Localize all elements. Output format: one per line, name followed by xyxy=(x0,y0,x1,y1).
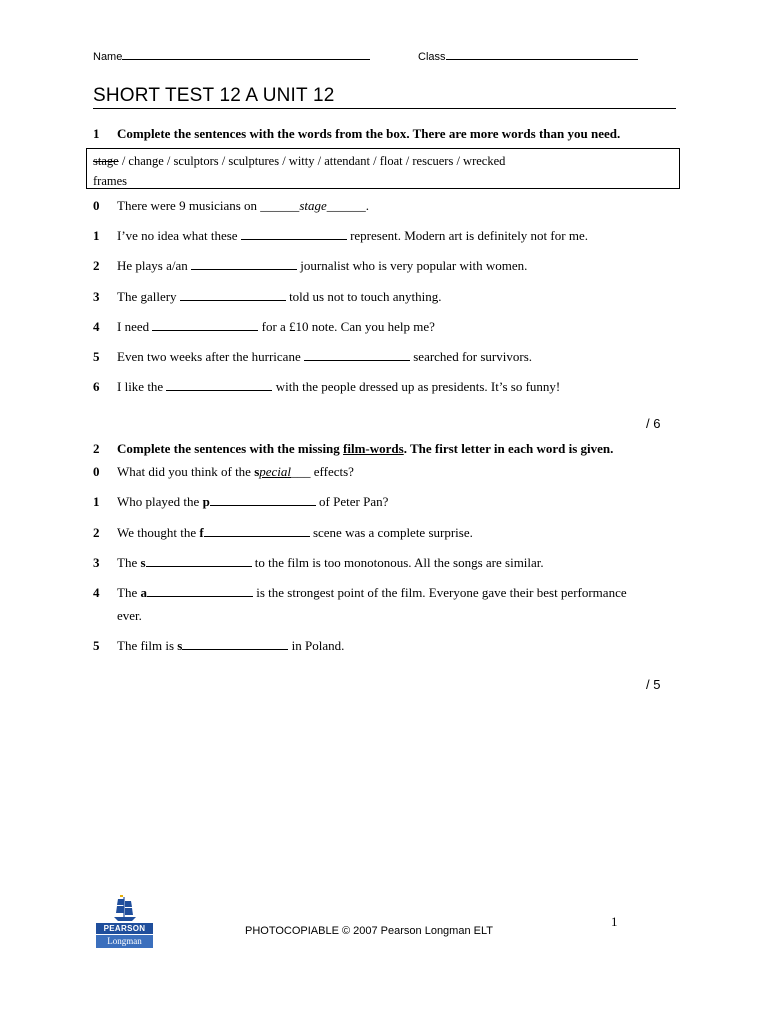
item-number: 6 xyxy=(93,379,100,394)
class-line xyxy=(446,50,638,60)
item-text-after: is the strongest point of the film. Everyone gave their best performance xyxy=(252,585,627,600)
pearson-longman-logo xyxy=(96,893,153,955)
answer-blank[interactable] xyxy=(152,319,258,331)
answer-blank[interactable] xyxy=(210,494,316,506)
item-text-after: effects? xyxy=(310,464,354,479)
name-field xyxy=(93,50,370,63)
page-number: 1 xyxy=(611,914,618,929)
class-label: Class xyxy=(418,51,446,63)
section1-score: / 6 xyxy=(646,416,661,431)
item-first-letter: f xyxy=(199,525,204,540)
item-text-after: journalist who is very popular with women. xyxy=(297,258,528,273)
word-box-words-line2: frames xyxy=(93,174,128,188)
item-text-after: for a £10 note. Can you help me? xyxy=(258,319,435,334)
item-text-before: I need xyxy=(117,319,153,334)
item-number: 0 xyxy=(93,198,100,213)
item-text-before: There were 9 musicians on ______ xyxy=(117,198,300,213)
item-number: 4 xyxy=(93,319,100,334)
logo-pearson-text: PEARSON xyxy=(96,923,153,934)
item-text-before: We thought the xyxy=(117,525,200,540)
item-number: 5 xyxy=(93,349,100,364)
word-box xyxy=(86,148,680,189)
word-box-words: / change / sculptors / sculptures / witty / attendant / float / rescuers / wrecked xyxy=(118,154,506,168)
item-text-before: The xyxy=(117,555,141,570)
answer-blank[interactable] xyxy=(304,349,410,361)
item-text-after: represent. Modern art is definitely not for me. xyxy=(346,228,588,243)
item-text-after: searched for survivors. xyxy=(409,349,532,364)
answer-blank[interactable] xyxy=(180,289,286,301)
item-number: 1 xyxy=(93,228,100,243)
answer-blank[interactable] xyxy=(147,585,253,597)
ship-icon xyxy=(96,893,153,923)
item-text-after: scene was a complete surprise. xyxy=(309,525,473,540)
item-number: 3 xyxy=(93,289,100,304)
item-first-letter: s xyxy=(140,555,146,570)
item-answer-tail: ___ xyxy=(291,464,311,479)
logo-longman-text: Longman xyxy=(96,935,153,948)
section2-instruction-term: film-words xyxy=(343,441,404,456)
section2-item-4-continuation: ever. xyxy=(117,608,142,623)
item-text-before: I’ve no idea what these xyxy=(117,228,241,243)
item-text-before: The film is xyxy=(117,638,178,653)
item-number: 2 xyxy=(93,525,100,540)
item-text-before: Even two weeks after the hurricane xyxy=(117,349,304,364)
item-number: 1 xyxy=(93,494,100,509)
item-first-letter: p xyxy=(202,494,210,509)
item-number: 4 xyxy=(93,585,100,600)
item-text-before: He plays a/an xyxy=(117,258,192,273)
item-text-after: told us not to touch anything. xyxy=(285,289,442,304)
answer-blank[interactable] xyxy=(146,555,252,567)
item-text-before: What did you think of the xyxy=(117,464,255,479)
section1-instruction-text: Complete the sentences with the words from the box. There are more words than you need. xyxy=(117,126,621,141)
page-title: SHORT TEST 12 A UNIT 12 xyxy=(93,85,335,106)
item-text-after: of Peter Pan? xyxy=(315,494,389,509)
answer-blank[interactable] xyxy=(241,228,347,240)
title-rule xyxy=(93,108,676,109)
answer-blank[interactable] xyxy=(182,638,288,650)
item-first-letter: s xyxy=(177,638,183,653)
answer-blank[interactable] xyxy=(204,525,310,537)
item-text-before: The gallery xyxy=(117,289,180,304)
item-text-before: Who played the xyxy=(117,494,203,509)
item-text-after: to the film is too monotonous. All the songs are similar. xyxy=(251,555,544,570)
section2-instruction-after: . The first letter in each word is given. xyxy=(403,441,614,456)
section2-score: / 5 xyxy=(646,677,661,692)
item-answer: pecial xyxy=(259,464,292,479)
item-text-before: The xyxy=(117,585,141,600)
answer-blank[interactable] xyxy=(191,258,297,270)
name-line xyxy=(122,50,370,60)
item-text-before: I like the xyxy=(117,379,167,394)
item-text-after: ______. xyxy=(326,198,370,213)
class-field xyxy=(418,50,638,63)
item-text-after: with the people dressed up as presidents. It’s so funny! xyxy=(272,379,561,394)
item-first-letter: s xyxy=(254,464,260,479)
item-number: 0 xyxy=(93,464,100,479)
item-first-letter: a xyxy=(140,585,147,600)
section2-number: 2 xyxy=(93,441,100,456)
item-number: 3 xyxy=(93,555,100,570)
item-number: 5 xyxy=(93,638,100,653)
footer-copyright: PHOTOCOPIABLE © 2007 Pearson Longman ELT xyxy=(245,925,493,937)
name-label: Name xyxy=(93,51,123,63)
word-box-struck-word: stage xyxy=(93,154,119,168)
section1-number: 1 xyxy=(93,126,100,141)
answer-blank[interactable] xyxy=(166,379,272,391)
item-answer: stage xyxy=(299,198,327,213)
section2-instruction-before: Complete the sentences with the missing xyxy=(117,441,344,456)
item-text-after: in Poland. xyxy=(288,638,345,653)
item-number: 2 xyxy=(93,258,100,273)
